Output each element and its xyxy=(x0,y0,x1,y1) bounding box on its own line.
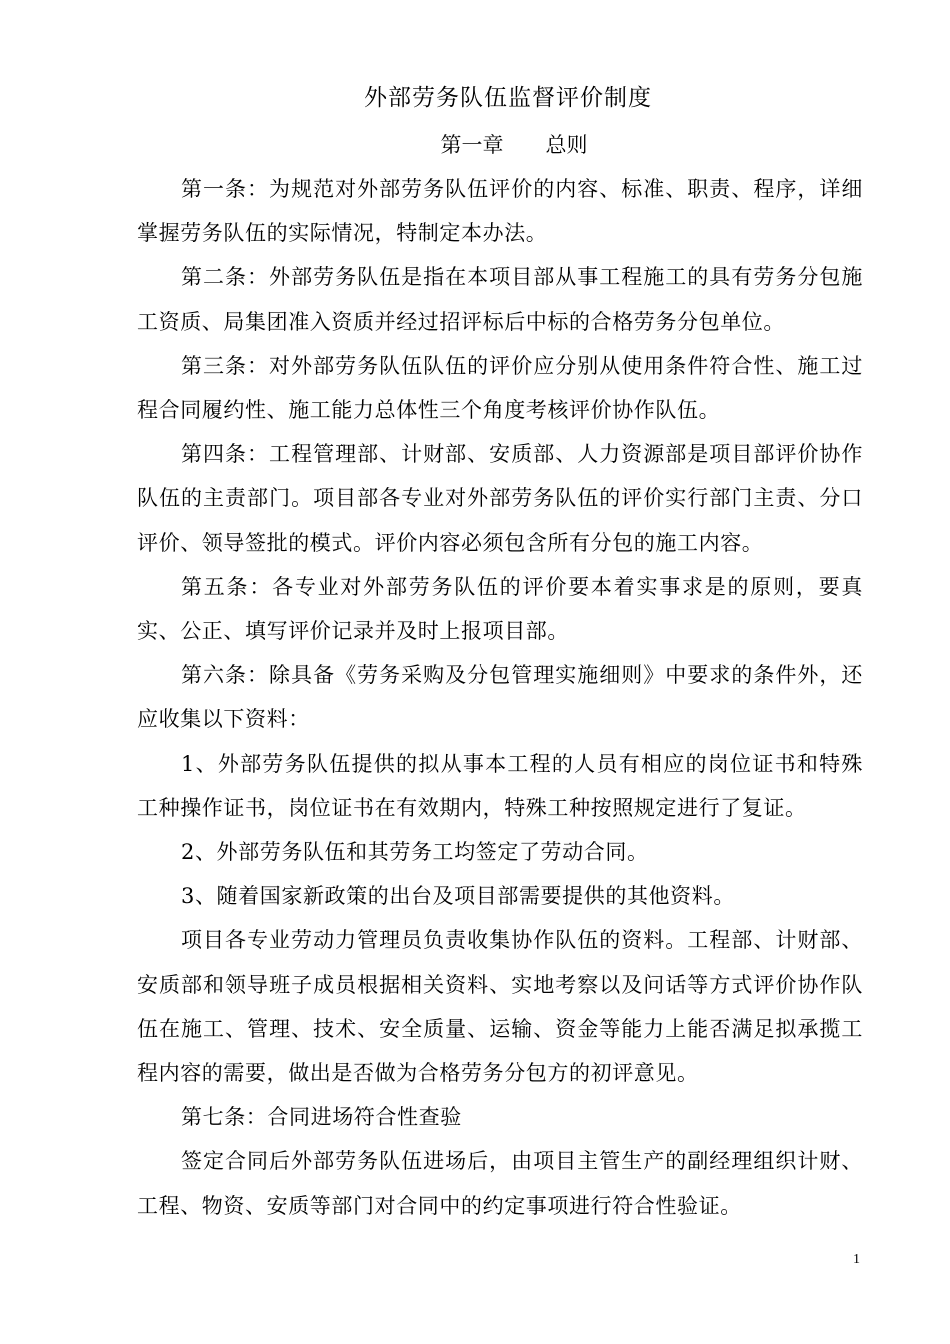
article-3: 第三条：对外部劳务队伍队伍的评价应分别从使用条件符合性、施工过程合同履约性、施工能力总体性三个角度考核评价协作队伍。 xyxy=(137,353,863,423)
article-6: 第六条：除具备《劳务采购及分包管理实施细则》中要求的条件外，还应收集以下资料： xyxy=(137,663,863,732)
contract-verification-paragraph: 签定合同后外部劳务队伍进场后，由项目主管生产的副经理组织计财、工程、物资、安质等部门对合同中的约定事项进行符合性验证。 xyxy=(137,1149,863,1218)
page-number: 1 xyxy=(853,1252,860,1267)
document-page xyxy=(137,78,863,1228)
list-item-2: 2、外部劳务队伍和其劳务工均签定了劳动合同。 xyxy=(181,840,649,865)
article-2: 第二条：外部劳务队伍是指在本项目部从事工程施工的具有劳务分包施工资质、局集团准入资质并经过招评标后中标的合格劳务分包单位。 xyxy=(137,265,863,334)
chapter-heading: 第一章 总则 xyxy=(440,133,588,157)
article-5: 第五条：各专业对外部劳务队伍的评价要本着实事求是的原则，要真实、公正、填写评价记录并及时上报项目部。 xyxy=(137,574,863,644)
list-item-3: 3、随着国家新政策的出台及项目部需要提供的其他资料。 xyxy=(181,884,735,909)
list-item-1: 1、外部劳务队伍提供的拟从事本工程的人员有相应的岗位证书和特殊工种操作证书，岗位证书在有效期内，特殊工种按照规定进行了复证。 xyxy=(137,751,863,820)
article-7: 第七条：合同进场符合性查验 xyxy=(181,1105,462,1130)
document-title: 外部劳务队伍监督评价制度 xyxy=(364,85,652,111)
article-4: 第四条：工程管理部、计财部、安质部、人力资源部是项目部评价协作队伍的主责部门。项目部各专业对外部劳务队伍的评价实行部门主责、分口评价、领导签批的模式。评价内容必须包含所有分包的施工内容。 xyxy=(137,442,863,555)
article-1: 第一条：为规范对外部劳务队伍评价的内容、标准、职责、程序，详细掌握劳务队伍的实际情况，特制定本办法。 xyxy=(137,177,863,246)
collection-paragraph: 项目各专业劳动力管理员负责收集协作队伍的资料。工程部、计财部、安质部和领导班子成员根据相关资料、实地考察以及问话等方式评价协作队伍在施工、管理、技术、安全质量、运输、资金等能力上能否满足拟承揽工程内容的需要，做出是否做为合格劳务分包方的初评意见。 xyxy=(137,928,863,1086)
